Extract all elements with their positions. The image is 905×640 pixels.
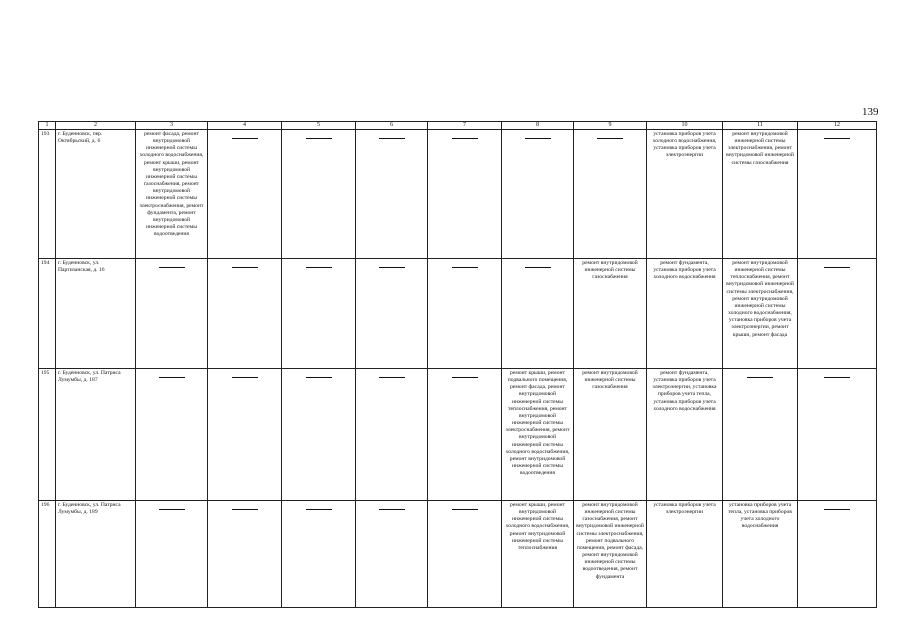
empty-cell [208,369,282,501]
dash-mark [379,509,405,510]
page-number: 139 [862,106,879,118]
column-number: 9 [574,122,647,130]
empty-cell [136,259,208,369]
column-number: 5 [282,122,356,130]
dash-mark [525,138,551,139]
column-number-row [39,122,877,130]
column-number: 10 [647,122,723,130]
empty-cell [356,501,428,608]
address-cell: г. Буденновск, ул. Патриса Лумумбы, д. 189 [56,501,136,608]
dash-mark [597,138,623,139]
table-row [39,130,877,259]
empty-cell [502,130,574,259]
dash-mark [159,267,185,268]
work-cell: ремонт внутридомовой инженерной системы газоснабжения, ремонт внутридомовой инженерной системы электроснабжения, ремонт подвального помещения, ремонт фасада, ремонт внутридомовой инженерной системы водоотведения, ремонт фундамента [574,501,647,608]
empty-cell [208,130,282,259]
empty-cell [798,501,877,608]
work-cell: ремонт фундамента, установка приборов учета холодного водоснабжения [647,259,723,369]
dash-mark [824,138,850,139]
empty-cell [282,501,356,608]
table-row [39,501,877,608]
column-number: 4 [208,122,282,130]
row-number: 194 [39,259,56,369]
work-cell: установка приборов учета тепла, установка приборов учета холодного водоснабжения [723,501,798,608]
dash-mark [824,509,850,510]
dash-mark [379,377,405,378]
column-number: 3 [136,122,208,130]
work-cell: ремонт крыши, ремонт подвального помещения, ремонт фасада, ремонт внутридомовой инженерной системы теплоснабжения, ремонт внутридомовой инженерной системы электроснабжения, ремонт внутридомовой инженерной системы холодного водоснабжения, ремонт внутридомовой инженерной системы водоотведения [502,369,574,501]
address-cell: г. Буденновск, пер. Октябрьский, д. 6 [56,130,136,259]
empty-cell [428,369,502,501]
empty-cell [502,259,574,369]
dash-mark [232,377,258,378]
dash-mark [525,267,551,268]
dash-mark [747,377,773,378]
empty-cell [356,369,428,501]
dash-mark [232,267,258,268]
table-row [39,369,877,501]
dash-mark [824,377,850,378]
dash-mark [306,377,332,378]
dash-mark [452,509,478,510]
work-cell: ремонт внутридомовой инженерной системы газоснабжения [574,369,647,501]
empty-cell [356,259,428,369]
row-number: 193 [39,130,56,259]
dash-mark [232,509,258,510]
empty-cell [136,501,208,608]
empty-cell [428,130,502,259]
empty-cell [282,130,356,259]
column-number: 7 [428,122,502,130]
empty-cell [723,369,798,501]
table-row [39,259,877,369]
column-number: 1 [39,122,56,130]
dash-mark [306,267,332,268]
dash-mark [306,138,332,139]
dash-mark [824,267,850,268]
address-cell: г. Буденновск, ул. Патриса Лумумбы, д. 187 [56,369,136,501]
empty-cell [282,259,356,369]
empty-cell [356,130,428,259]
empty-cell [798,130,877,259]
empty-cell [798,369,877,501]
column-number: 2 [56,122,136,130]
work-cell: ремонт внутридомовой инженерной системы электроснабжения, ремонт внутридомовой инженерной системы газоснабжения [723,130,798,259]
register-table [38,121,877,608]
dash-mark [379,267,405,268]
work-cell: ремонт фундамента, установка приборов учета электроэнергии, установка приборов учета тепла, установка приборов учета холодного водоснабжения [647,369,723,501]
work-cell: ремонт крыши, ремонт внутридомовой инженерной системы холодного водоснабжения, ремонт внутридомовой инженерной системы теплоснабжения [502,501,574,608]
empty-cell [798,259,877,369]
address-cell: г. Буденновск, ул. Партизанская, д. 16 [56,259,136,369]
work-cell: ремонт внутридомовой инженерной системы теплоснабжения, ремонт внутридомовой инженерной системы электроснабжения, ремонт внутридомовой инженерной системы холодного водоснабжения, установка приборов учета электроэнергии, ремонт крыши, ремонт фасада [723,259,798,369]
dash-mark [452,377,478,378]
row-number: 196 [39,501,56,608]
dash-mark [232,138,258,139]
dash-mark [159,509,185,510]
row-number: 195 [39,369,56,501]
column-number: 8 [502,122,574,130]
dash-mark [379,138,405,139]
column-number: 6 [356,122,428,130]
column-number: 11 [723,122,798,130]
dash-mark [306,509,332,510]
empty-cell [282,369,356,501]
empty-cell [574,130,647,259]
dash-mark [452,138,478,139]
empty-cell [208,501,282,608]
work-cell: ремонт внутридомовой инженерной системы газоснабжения [574,259,647,369]
empty-cell [136,369,208,501]
empty-cell [208,259,282,369]
empty-cell [428,501,502,608]
work-cell: установка приборов учета электроэнергии [647,501,723,608]
dash-mark [159,377,185,378]
work-cell: ремонт фасада, ремонт внутридомовой инженерной системы холодного водоснабжения, ремонт крыши, ремонт внутридомовой инженерной системы газоснабжения, ремонт внутридомовой инженерной системы электроснабжения, ремонт фундамента, ремонт внутридомовой инженерной системы водоотведения [136,130,208,259]
empty-cell [428,259,502,369]
column-number: 12 [798,122,877,130]
work-cell: установка приборов учета холодного водоснабжения, установка приборов учета электроэнергии [647,130,723,259]
dash-mark [452,267,478,268]
